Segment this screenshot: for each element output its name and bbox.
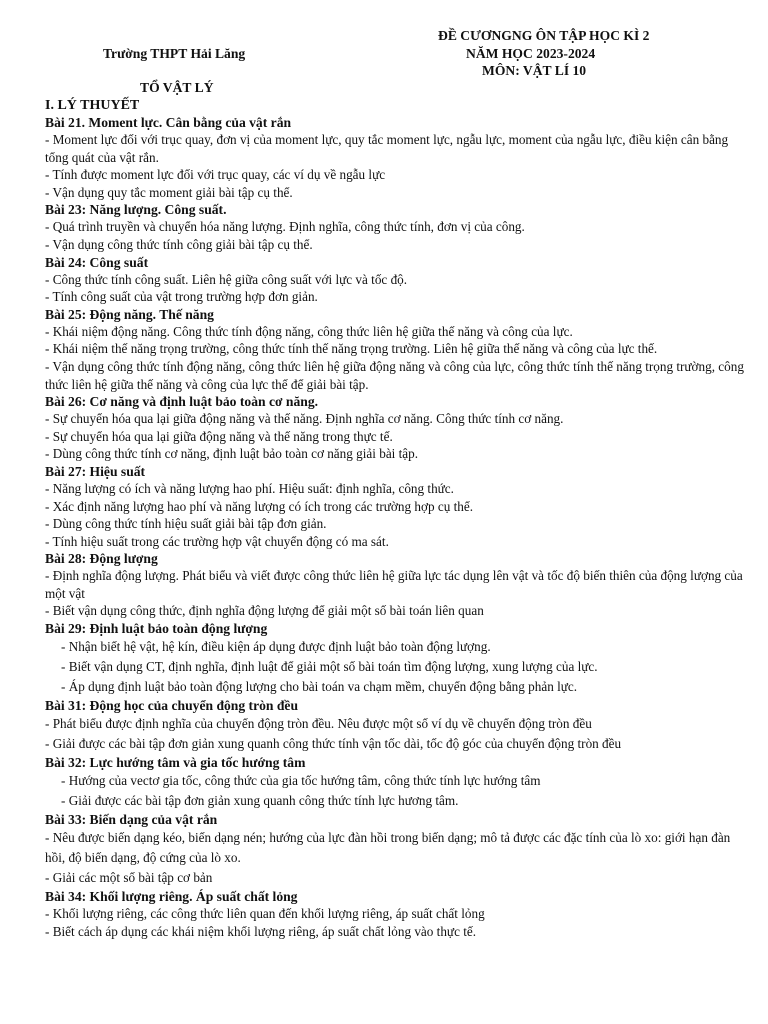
lesson-item: - Biết cách áp dụng các khái niệm khối lượng riêng, áp suất chất lỏng vào thực tế. [45,923,477,939]
lesson-block [45,888,747,940]
lesson-item: - Giải được các bài tập đơn giản xung quanh công thức tính lực hương tâm. [61,793,459,809]
lesson-title: Bài 25: Động năng. Thế năng [45,306,214,322]
lesson-block [45,697,747,754]
lesson-title: Bài 32: Lực hướng tâm và gia tốc hướng tâm [45,755,306,771]
lesson-block [45,550,747,620]
school-name: Trường THPT Hải Lăng [103,46,246,61]
lesson-item: - Vận dụng công thức tính động năng, công thức liên hệ giữa động năng và công của lực, công thức tính thế năng trọng trường, công thức liên hệ giữa thế năng và công của lực thế để giải bài tập. [45,358,744,392]
lesson-item: - Giải được các bài tập đơn giản xung quanh công thức tính vận tốc dài, tốc độ góc của chuyển động tròn đều [45,736,622,752]
lesson-block [45,463,747,550]
lesson-block [45,811,747,888]
lesson-block [45,114,747,201]
subject-name: MÔN: VẬT LÍ 10 [482,63,587,78]
lesson-block [45,306,747,393]
lesson-item: - Dùng công thức tính cơ năng, định luật bảo toàn cơ năng giải bài tập. [45,446,419,462]
document-title: ĐỀ CƯƠNGNG ÔN TẬP HỌC KÌ 2 [438,28,650,43]
lesson-title: Bài 33: Biến dạng của vật rắn [45,812,218,828]
lesson-title: Bài 21. Moment lực. Cân bằng của vật rắn [45,115,292,130]
section-title: I. LÝ THUYẾT [45,98,140,113]
lesson-block [45,754,747,811]
lesson-item: - Khái niệm động năng. Công thức tính động năng, công thức liên hệ giữa thế năng và công của lực. [45,323,573,339]
lesson-item: - Biết vận dụng công thức, định nghĩa động lượng để giải một số bài toán liên quan [45,603,484,619]
lesson-title: Bài 26: Cơ năng và định luật bảo toàn cơ năng. [45,394,319,410]
lesson-title: Bài 31: Động học của chuyển động tròn đều [45,698,299,714]
lesson-item: - Sự chuyển hóa qua lại giữa động năng và thế năng trong thực tế. [45,428,393,444]
lesson-block [45,620,747,697]
lesson-block [45,201,747,253]
lesson-title: Bài 28: Động lượng [45,551,158,567]
lesson-title: Bài 27: Hiệu suất [45,463,146,479]
lesson-item: - Áp dụng định luật bảo toàn động lượng cho bài toán va chạm mềm, chuyển động bằng phản lực. [61,679,578,695]
lesson-item: - Khái niệm thế năng trọng trường, công thức tính thế năng trọng trường. Liên hệ giữa thế năng và công của lực thế. [45,341,658,357]
lesson-block [45,393,747,463]
lesson-item: - Nhận biết hệ vật, hệ kín, điều kiện áp dụng được định luật bảo toàn động lượng. [61,639,491,655]
outline-content [45,97,747,940]
lesson-item: - Nêu được biến dạng kéo, biến dạng nén; hướng của lực đàn hồi trong biến dạng; mô tả được các đặc tính của lò xo: giới hạn đàn hồi, độ biến dạng, độ cứng của lò xo. [45,830,731,866]
lesson-item: - Vận dụng quy tắc moment giải bài tập cụ thể. [45,184,293,200]
lesson-item: - Vận dụng công thức tính công giải bài tập cụ thể. [45,236,313,252]
lesson-item: - Dùng công thức tính hiệu suất giải bài tập đơn giản. [45,516,327,532]
lesson-title: Bài 34: Khối lượng riêng. Áp suất chất lỏng [45,889,298,905]
lesson-item: - Moment lực đối với trục quay, đơn vị của moment lực, quy tắc moment lực, ngẫu lực, moment của ngẫu lực, điều kiện cân bằng tổng quát của vật rắn. [45,132,729,165]
department-name: TỔ VẬT LÝ [140,80,214,95]
school-year: NĂM HỌC 2023-2024 [466,46,596,61]
lesson-item: - Tính được moment lực đối với trục quay, các ví dụ về ngẫu lực [45,167,386,183]
lesson-item: - Xác định năng lượng hao phí và năng lượng có ích trong các trường hợp cụ thể. [45,498,474,514]
lesson-item: - Tính công suất của vật trong trường hợp đơn giản. [45,289,318,305]
lesson-item: - Khối lượng riêng, các công thức liên quan đến khối lượng riêng, áp suất chất lỏng [45,906,485,922]
lesson-title: Bài 23: Năng lượng. Công suất. [45,202,227,218]
lesson-item: - Sự chuyển hóa qua lại giữa động năng và thế năng. Định nghĩa cơ năng. Công thức tính cơ năng. [45,411,564,427]
lesson-item: - Định nghĩa động lượng. Phát biểu và viết được công thức liên hệ giữa lực tác dụng lên vật và tốc độ biến thiên của động lượng của một vật [45,568,743,601]
lesson-item: - Năng lượng có ích và năng lượng hao phí. Hiệu suất: định nghĩa, công thức. [45,480,454,496]
lesson-title: Bài 24: Công suất [45,254,149,270]
lesson-item: - Quá trình truyền và chuyển hóa năng lượng. Định nghĩa, công thức tính, đơn vị của công. [45,219,525,235]
lesson-item: - Giải các một số bài tập cơ bản [45,870,213,886]
lesson-item: - Biết vận dụng CT, định nghĩa, định luật để giải một số bài toán tìm động lượng, xung lượng của lực. [61,659,598,675]
lesson-list [45,114,747,940]
lesson-item: - Phát biểu được định nghĩa của chuyển động tròn đều. Nêu được một số ví dụ về chuyển động tròn đều [45,716,592,732]
lesson-item: - Hướng của vectơ gia tốc, công thức của gia tốc hướng tâm, công thức tính lực hướng tâm [61,773,541,789]
lesson-block [45,254,747,306]
lesson-title: Bài 29: Định luật bảo toàn động lượng [45,621,268,637]
lesson-item: - Tính hiệu suất trong các trường hợp vật chuyển động có ma sát. [45,533,389,549]
lesson-item: - Công thức tính công suất. Liên hệ giữa công suất với lực và tốc độ. [45,271,408,287]
